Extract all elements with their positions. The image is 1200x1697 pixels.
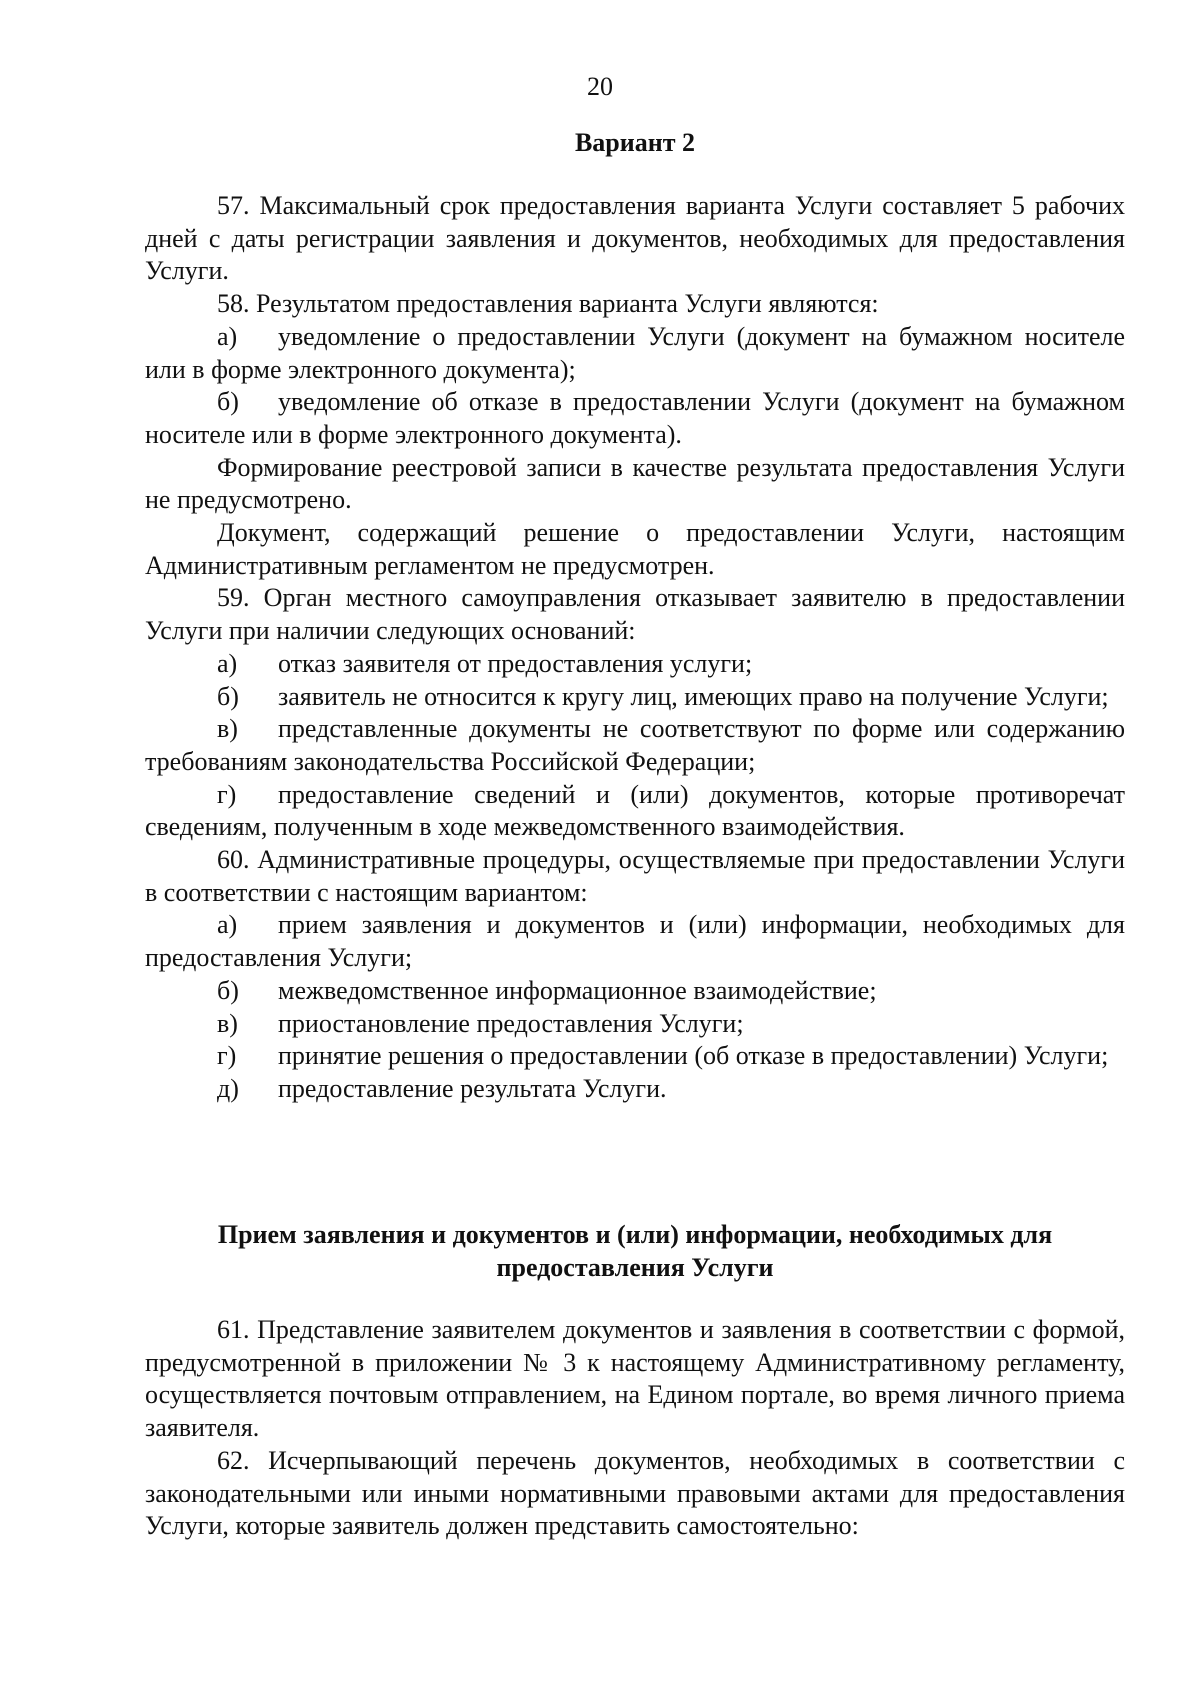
list-item xyxy=(145,1073,1125,1106)
list-item-text: предоставление результата Услуги. xyxy=(278,1073,667,1103)
paragraph-57: 57. Максимальный срок предоставления варианта Услуги составляет 5 рабочих дней с даты регистрации заявления и документов, необходимых для предоставления Услуги. xyxy=(145,191,1125,286)
list-marker: а) xyxy=(217,910,238,940)
list-item-text: уведомление о предоставлении Услуги (документ на бумажном носителе или в форме электронного документа); xyxy=(145,321,1125,384)
list-marker: г) xyxy=(217,1041,237,1071)
list-item xyxy=(145,681,1125,714)
list-item-text: приостановление предоставления Услуги; xyxy=(278,1008,744,1038)
list-item-text: отказ заявителя от предоставления услуги; xyxy=(278,648,753,678)
list-item xyxy=(145,975,1125,1008)
paragraph-60: 60. Административные процедуры, осуществляемые при предоставлении Услуги в соответствии с настоящим вариантом: xyxy=(145,845,1125,907)
list-marker: в) xyxy=(217,714,238,744)
list-item xyxy=(145,386,1125,451)
list-item-text: предоставление сведений и (или) документов, которые противоречат сведениям, полученным в ходе межведомственного взаимодействия. xyxy=(145,779,1125,842)
paragraph-58-note-registry: Формирование реестровой записи в качестве результата предоставления Услуги не предусмотрено. xyxy=(145,452,1125,515)
list-item xyxy=(145,909,1125,974)
list-item-text: представленные документы не соответствуют по форме или содержанию требованиям законодательства Российской Федерации; xyxy=(145,714,1125,776)
list-item xyxy=(145,779,1125,844)
list-item-text: межведомственное информационное взаимодействие; xyxy=(278,975,877,1005)
list-marker: б) xyxy=(217,387,239,417)
list-marker: а) xyxy=(217,648,238,678)
paragraph-61: 61. Представление заявителем документов и заявления в соответствии с формой, предусмотренной в приложении № 3 к настоящему Административному регламенту, осуществляется почтовым отправлением, на Едином портале, во время личного приема заявителя. xyxy=(145,1315,1125,1443)
section-body xyxy=(145,1314,1125,1543)
list-marker: б) xyxy=(217,681,239,711)
list-item-text: принятие решения о предоставлении (об отказе в предоставлении) Услуги; xyxy=(278,1041,1109,1071)
section-heading xyxy=(145,1218,1125,1284)
list-item xyxy=(145,1008,1125,1041)
paragraph-58-note-document: Документ, содержащий решение о предоставлении Услуги, настоящим Административным регламентом не предусмотрен. xyxy=(145,518,1125,580)
list-marker: д) xyxy=(217,1073,239,1103)
page-number: 20 xyxy=(587,72,613,101)
list-marker: г) xyxy=(217,779,237,809)
list-item-text: прием заявления и документов и (или) информации, необходимых для предоставления Услуги; xyxy=(145,910,1125,973)
paragraph-59: 59. Орган местного самоуправления отказывает заявителю в предоставлении Услуги при наличии следующих оснований: xyxy=(145,583,1125,646)
list-marker: б) xyxy=(217,975,239,1005)
section-heading-line: предоставления Услуги xyxy=(496,1253,774,1282)
list-item-text: заявитель не относится к кругу лиц, имеющих право на получение Услуги; xyxy=(278,681,1109,711)
variant-body xyxy=(145,190,1125,1106)
variant-heading: Вариант 2 xyxy=(574,128,696,157)
section-heading-line: Прием заявления и документов и (или) информации, необходимых для xyxy=(217,1220,1053,1249)
list-item-text: уведомление об отказе в предоставлении Услуги (документ на бумажном носителе или в форме электронного документа). xyxy=(145,387,1125,449)
list-item xyxy=(145,321,1125,386)
list-marker: а) xyxy=(217,321,238,351)
paragraph-62: 62. Исчерпывающий перечень документов, необходимых в соответствии с законодательными или иными нормативными правовыми актами для предоставления Услуги, которые заявитель должен представить самостоятельно: xyxy=(145,1445,1125,1541)
list-marker: в) xyxy=(217,1008,238,1038)
list-item xyxy=(145,1040,1125,1073)
list-item xyxy=(145,648,1125,681)
paragraph-58: 58. Результатом предоставления варианта Услуги являются: xyxy=(217,289,879,319)
list-item xyxy=(145,713,1125,778)
